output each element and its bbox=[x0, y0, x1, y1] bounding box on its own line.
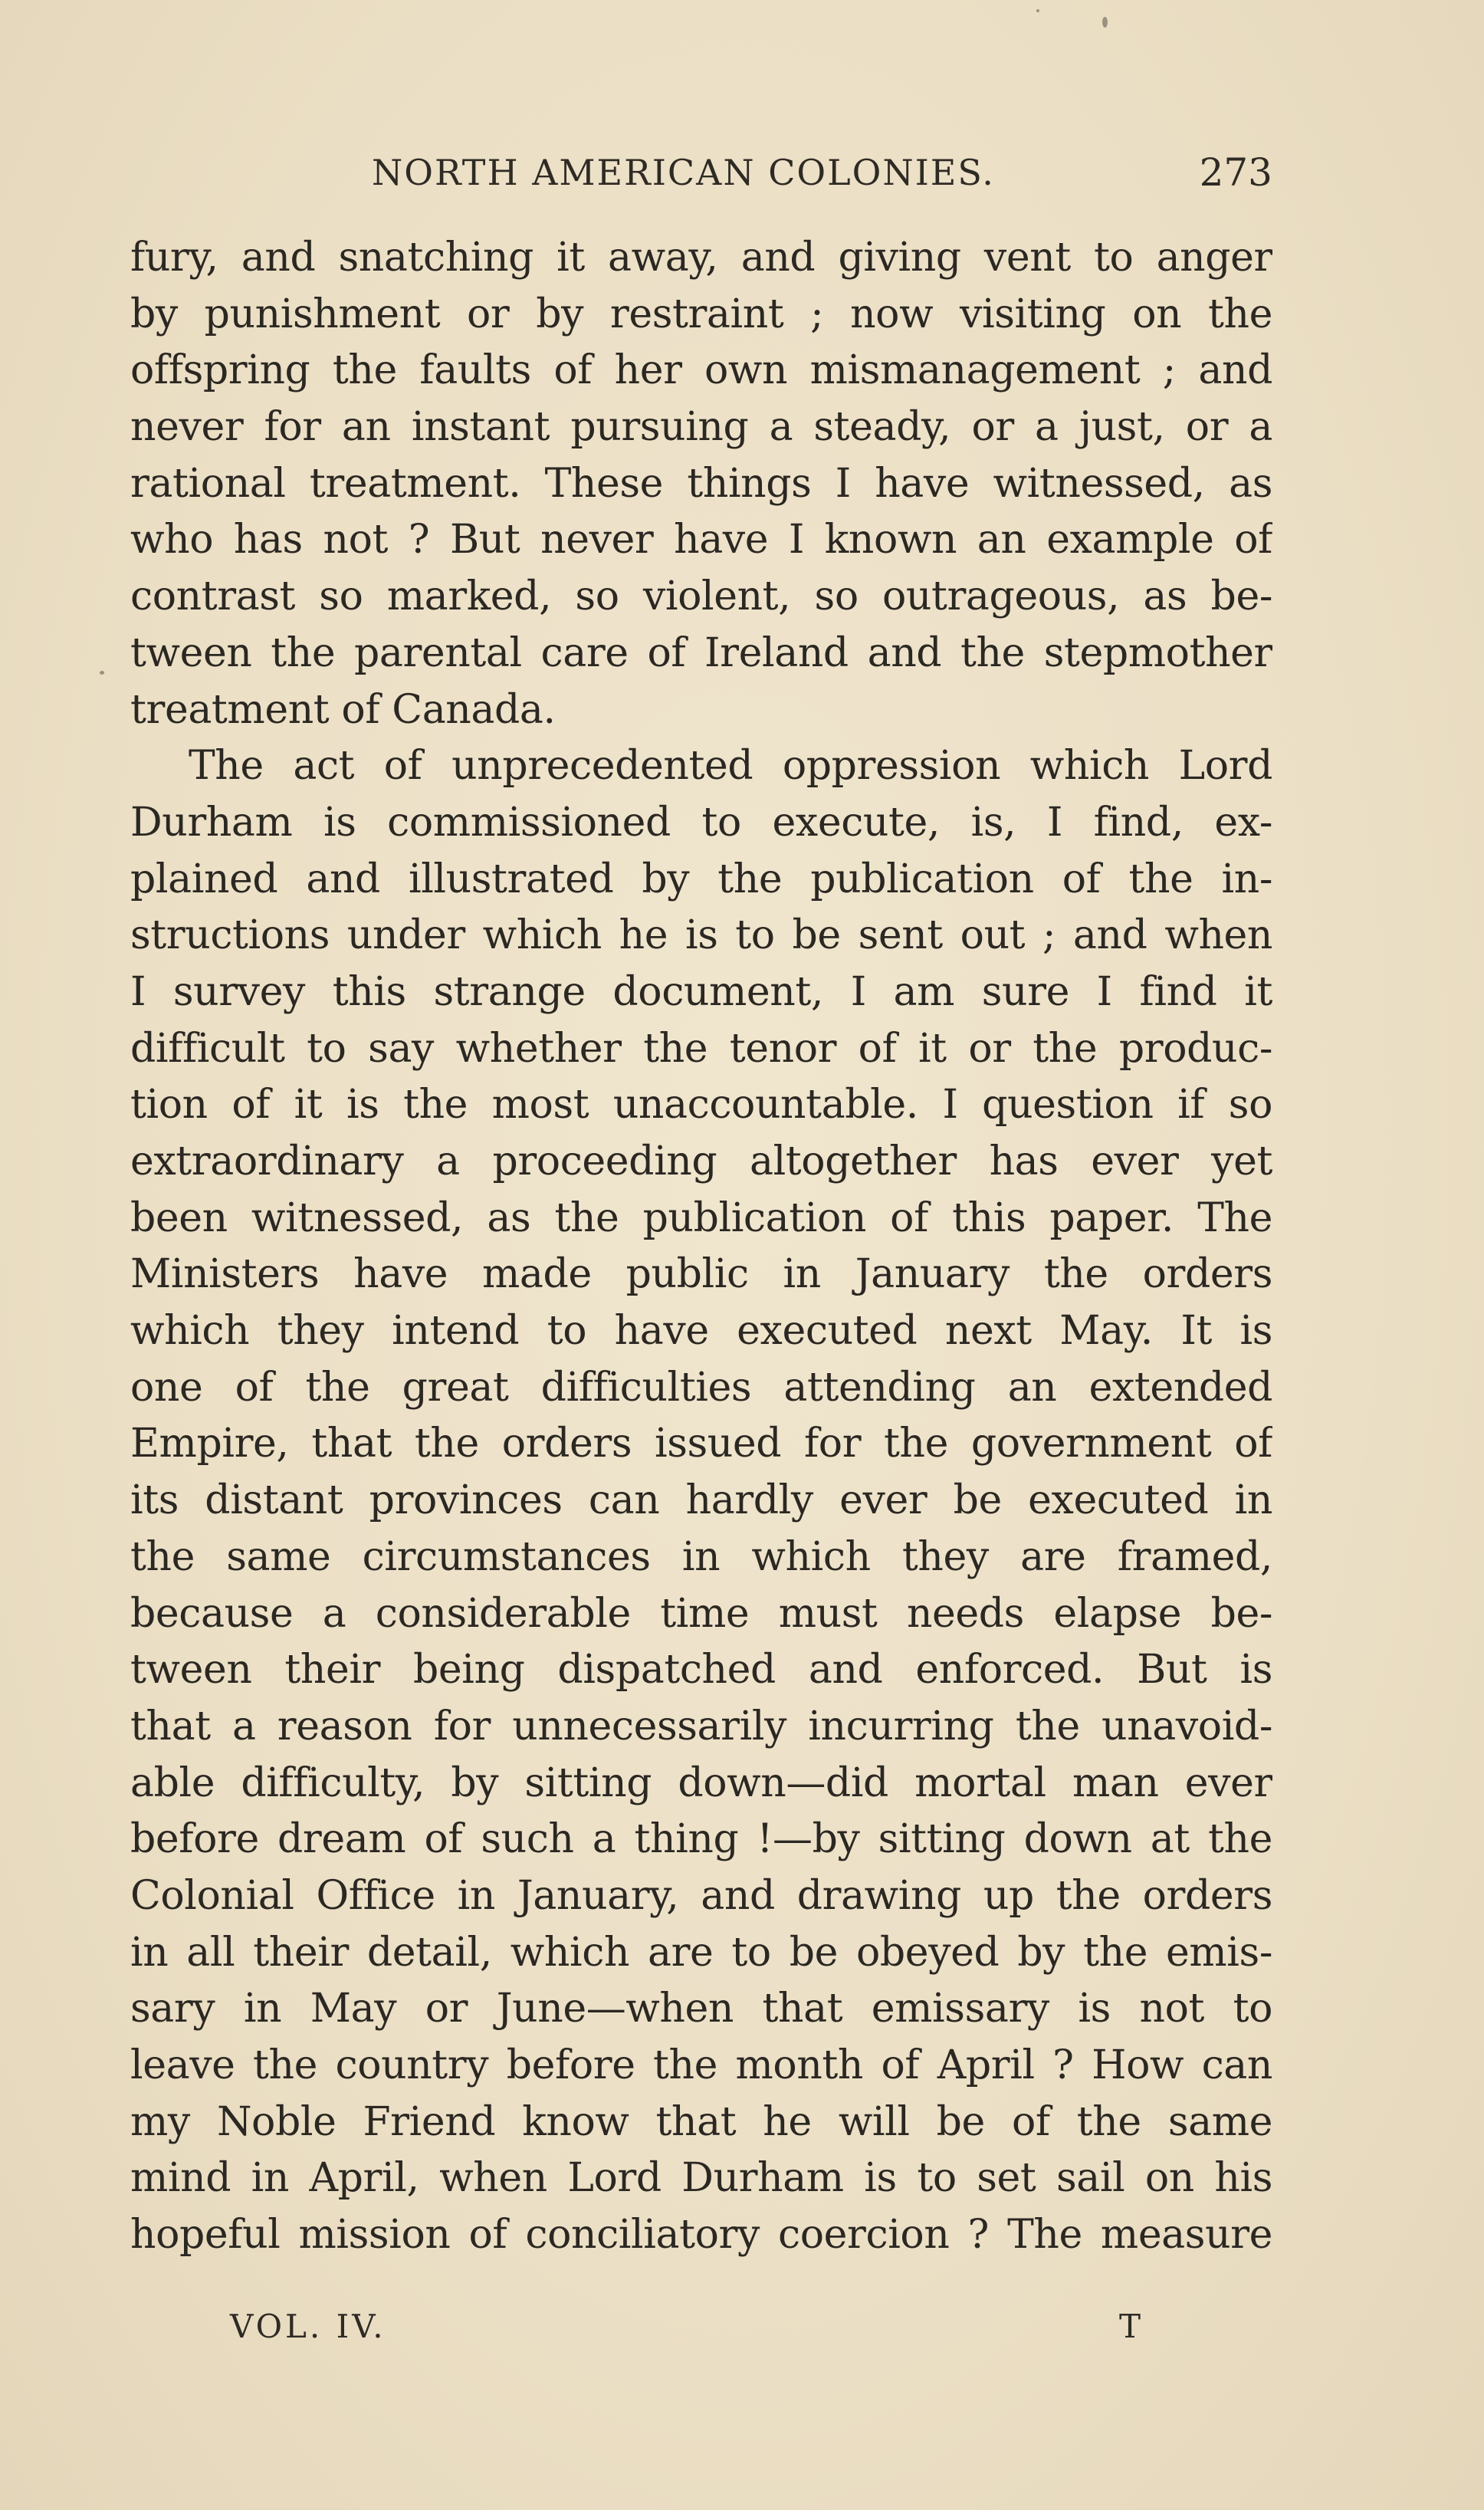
paragraph bbox=[130, 230, 1272, 738]
text-line: tion of it is the most unaccountable. I question if so bbox=[130, 1082, 1272, 1129]
text-line: who has not ? But never have I known an example of bbox=[130, 517, 1272, 563]
text-line: extraordinary a proceeding altogether has ever yet bbox=[130, 1138, 1272, 1184]
text-line: one of the great difficulties attending an extended bbox=[130, 1364, 1272, 1411]
text-line: that a reason for unnecessarily incurring the unavoid- bbox=[130, 1703, 1272, 1749]
text-line: treatment of Canada. bbox=[130, 686, 556, 733]
text-line: rational treatment. These things I have witnessed, as bbox=[130, 460, 1272, 507]
text-line: never for an instant pursuing a steady, or a just, or a bbox=[130, 404, 1272, 451]
page-number: 273 bbox=[1199, 150, 1272, 195]
running-head: NORTH AMERICAN COLONIES. bbox=[372, 152, 995, 193]
page-footer bbox=[130, 2300, 1272, 2361]
text-line: by punishment or by restraint ; now visiting on the bbox=[130, 291, 1272, 337]
volume-label: VOL. IV. bbox=[230, 2308, 386, 2345]
text-line: fury, and snatching it away, and giving vent to anger bbox=[130, 235, 1272, 281]
text-line: in all their detail, which are to be obeyed by the emis- bbox=[130, 1929, 1272, 1976]
text-line: Empire, that the orders issued for the government of bbox=[130, 1421, 1272, 1467]
text-line: offspring the faults of her own mismanagement ; and bbox=[130, 347, 1272, 394]
text-line: contrast so marked, so violent, so outrageous, as be- bbox=[130, 573, 1272, 620]
text-line: I survey this strange document, I am sure I find it bbox=[130, 968, 1272, 1015]
text-line: mind in April, when Lord Durham is to set sail on his bbox=[130, 2155, 1272, 2202]
text-line: hopeful mission of conciliatory coercion ? The measure bbox=[130, 2212, 1272, 2259]
ink-speck bbox=[1036, 9, 1039, 12]
text-line: before dream of such a thing !—by sitting down at the bbox=[130, 1816, 1272, 1863]
paragraph bbox=[130, 738, 1272, 2264]
text-line: the same circumstances in which they are framed, bbox=[130, 1533, 1272, 1580]
text-line: its distant provinces can hardly ever be executed in bbox=[130, 1477, 1272, 1524]
signature-mark: T bbox=[1119, 2308, 1141, 2345]
ink-speck bbox=[100, 671, 104, 675]
text-line: structions under which he is to be sent out ; and when bbox=[130, 912, 1272, 959]
text-line: Durham is commissioned to execute, is, I find, ex- bbox=[130, 799, 1272, 846]
text-line: difficult to say whether the tenor of it or the produc- bbox=[130, 1025, 1272, 1072]
text-line: sary in May or June—when that emissary is not to bbox=[130, 1986, 1272, 2032]
text-line: my Noble Friend know that he will be of the same bbox=[130, 2098, 1272, 2145]
text-line: able difficulty, by sitting down—did mortal man ever bbox=[130, 1759, 1272, 1806]
text-line: been witnessed, as the publication of this paper. The bbox=[130, 1194, 1272, 1241]
text-line: which they intend to have executed next May. It is bbox=[130, 1308, 1272, 1355]
text-line: because a considerable time must needs elapse be- bbox=[130, 1590, 1272, 1637]
text-line: Colonial Office in January, and drawing up the orders bbox=[130, 1872, 1272, 1919]
text-line: tween their being dispatched and enforced. But is bbox=[130, 1647, 1272, 1694]
ink-speck bbox=[1102, 17, 1108, 28]
text-line: plained and illustrated by the publication of the in- bbox=[130, 856, 1272, 902]
body-text bbox=[130, 230, 1272, 2264]
text-line: tween the parental care of Ireland and the stepmother bbox=[130, 629, 1272, 676]
page-header bbox=[130, 144, 1272, 205]
text-line: Ministers have made public in January the orders bbox=[130, 1251, 1272, 1298]
text-line: leave the country before the month of April ? How can bbox=[130, 2042, 1272, 2088]
text-line: The act of unprecedented oppression which Lord bbox=[189, 743, 1272, 790]
